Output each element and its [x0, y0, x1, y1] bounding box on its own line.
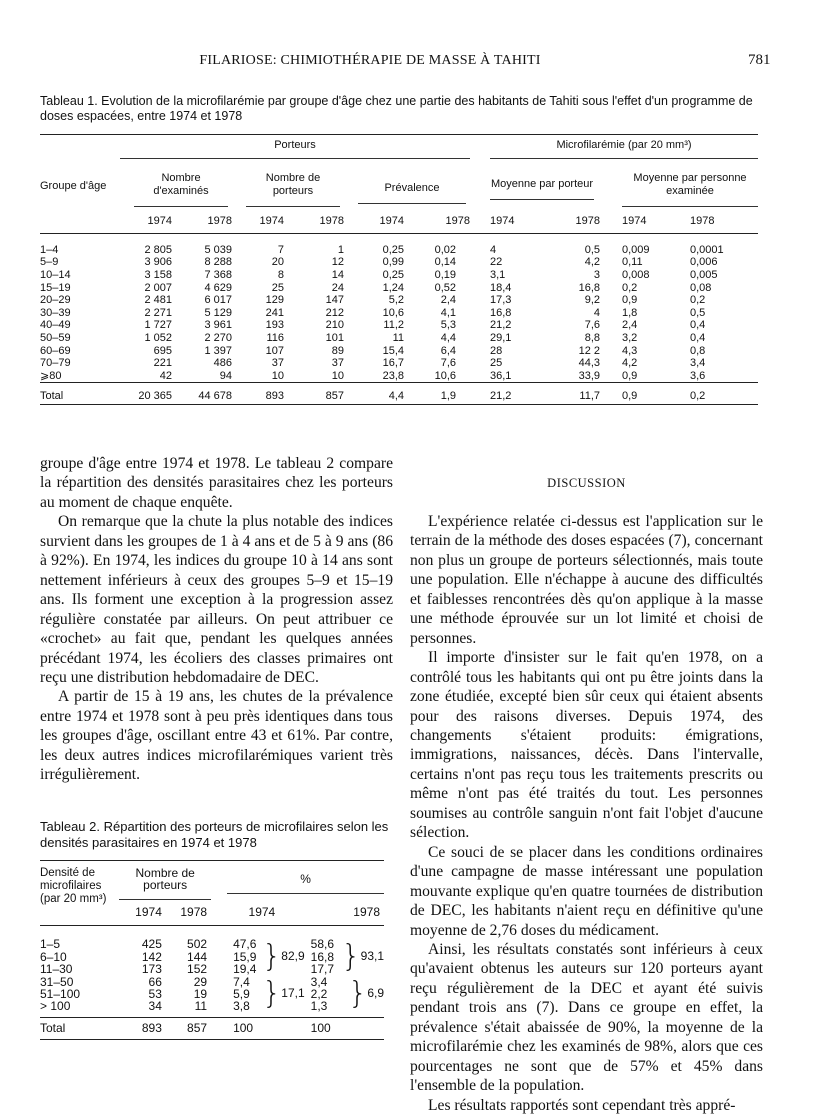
table-cell: 8	[277, 268, 284, 281]
table-cell: 152	[187, 962, 208, 977]
table2-caption: Tableau 2. Répartition des porteurs de microfilaires selon les densités parasitaires en 1974 et 1978	[40, 819, 389, 850]
table-cell: 5,3	[440, 319, 456, 332]
spacer	[600, 294, 622, 307]
spacer	[600, 388, 622, 404]
table-cell: 16,7	[382, 357, 404, 370]
table-cell: 0,2	[622, 281, 638, 294]
age-group-cell: 60–69	[40, 344, 71, 357]
table-cell: 147	[325, 294, 344, 307]
table-cell: 210	[325, 319, 344, 332]
table-cell: 2 805	[144, 243, 172, 256]
table-cell: 20	[271, 256, 284, 269]
table-cell: 33,9	[578, 369, 600, 382]
spacer	[470, 369, 490, 382]
table-row	[40, 963, 384, 975]
table-cell: 0,5	[690, 306, 706, 319]
group-total	[342, 938, 384, 975]
table-cell: 486	[213, 357, 232, 370]
table-cell: 16,8	[310, 949, 335, 964]
table-cell: 4 629	[204, 281, 232, 294]
table-cell: 116	[266, 331, 284, 344]
table-cell: 221	[153, 357, 172, 370]
table2	[40, 860, 384, 1040]
spacer	[470, 306, 490, 319]
table-cell: 12 2	[578, 344, 600, 357]
running-title: FILARIOSE: CHIMIOTHÉRAPIE DE MASSE À TAHITI	[199, 53, 541, 68]
density-cell: 51–100	[40, 986, 81, 1001]
spacer	[600, 269, 622, 282]
table-cell: 0,9	[622, 369, 638, 382]
year: 1974	[379, 214, 404, 227]
table-cell: 2 007	[144, 281, 172, 294]
brace-icon: }	[341, 938, 361, 974]
table-cell: 1 052	[144, 331, 172, 344]
table-cell: 107	[265, 344, 284, 357]
group-total-value: 17,1	[281, 986, 305, 1001]
table-cell: 100	[233, 1021, 254, 1036]
table-cell: 11	[194, 999, 208, 1014]
age-group-cell: 70–79	[40, 357, 71, 370]
left-column-text	[40, 454, 393, 785]
spacer	[600, 369, 622, 382]
table-cell: 0,4	[690, 331, 706, 344]
age-group-cell: 50–59	[40, 331, 71, 344]
table-cell: 36,1	[490, 369, 512, 382]
spacer	[470, 256, 490, 269]
total-row	[40, 388, 758, 404]
spacer	[470, 244, 490, 257]
group-total	[262, 976, 304, 1013]
spacer	[262, 1017, 304, 1039]
table-row	[40, 332, 758, 345]
table-row	[40, 369, 758, 382]
right-column-text	[410, 512, 763, 1115]
table-cell: 0,14	[434, 256, 456, 269]
table-cell: 5 039	[204, 243, 232, 256]
brace-icon: }	[262, 938, 282, 974]
table-cell: 2,2	[310, 986, 328, 1001]
age-group-cell: 20–29	[40, 294, 71, 307]
table-cell: 3,1	[490, 268, 506, 281]
table-cell: 3,6	[690, 369, 706, 382]
table-cell: 44 678	[198, 389, 232, 402]
paragraph: A partir de 15 à 19 ans, les chutes de la prévalence entre 1974 et 1978 sont à peu près identiques dans tous les groupes d'âge, oscillant entre 43 et 61%. Par contre, les deux autres indices microfilarémiques varient très irrégulièrement.	[40, 688, 393, 784]
sub-prevalence: Prévalence	[358, 169, 466, 204]
table-cell: 4,4	[440, 331, 456, 344]
spacer	[600, 344, 622, 357]
table-cell: 0,2	[690, 389, 706, 402]
table-cell: 2 481	[144, 294, 172, 307]
paragraph: Il importe d'insister sur le fait qu'en 1978, on a contrôlé tous les habitants qui ont pu être joints dans la zone étudiée, excepté bien sûr ceux qui étaient absents pour des raisons diverses. Depuis 1974, des changements s'étaient produits: émigrations, immigrations, naissances, décès. Dans l'intervalle, certains n'ont pas reçu tous les traitements prescrits ou même n'ont pas été traités du tout. Les personnes soumises au contrôle sanguin n'ont fait l'objet d'aucune sélection.	[410, 649, 763, 842]
table-cell: 5,9	[233, 986, 250, 1001]
sub-examines: Nombre d'examinés	[134, 166, 228, 207]
spacer	[342, 1017, 384, 1039]
table-cell: 4,4	[388, 389, 404, 402]
year: 1974	[259, 214, 284, 227]
spacer	[600, 319, 622, 332]
table-cell: 129	[265, 294, 284, 307]
year: 1978	[690, 214, 715, 227]
table-cell: 144	[187, 949, 208, 964]
spacer	[470, 319, 490, 332]
table-cell: 94	[219, 369, 232, 382]
group-total-value: 82,9	[281, 949, 305, 964]
age-group-cell: 1–4	[40, 243, 59, 256]
table-cell: 2 271	[144, 306, 172, 319]
spacer	[470, 344, 490, 357]
table-cell: 0,11	[622, 256, 643, 269]
table-cell: 2,4	[622, 319, 638, 332]
table-cell: 5 129	[204, 306, 232, 319]
table-cell: 47,6	[233, 937, 257, 952]
table-cell: 3,2	[622, 331, 638, 344]
age-group-cell: ⩾80	[40, 369, 62, 382]
table-cell: 0,08	[690, 281, 712, 294]
paragraph: Ce souci de se placer dans les conditions ordinaires d'une campagne de masse intéressant une population mouvante explique qu'en quatre tournées de distribution de DEC, les habitants n'aient reçu en définitive qu'une moyenne de 2,76 doses du médicament.	[410, 843, 763, 939]
table-cell: 3,8	[233, 999, 250, 1014]
table-cell: 19	[193, 986, 208, 1001]
table-cell: 0,008	[622, 268, 650, 281]
table-cell: 29,1	[490, 331, 512, 344]
table-cell: 4	[593, 306, 600, 319]
year: 1974	[248, 905, 276, 920]
section-heading-discussion: DISCUSSION	[547, 476, 626, 490]
table-row	[40, 988, 384, 1000]
table-cell: 53	[148, 986, 162, 1001]
table-cell: 66	[148, 974, 162, 989]
table-cell: 0,99	[382, 256, 404, 269]
group-total	[262, 938, 304, 975]
table-cell: 11,7	[579, 389, 600, 402]
total-label: Total	[40, 1021, 66, 1036]
table-cell: 18,4	[490, 281, 512, 294]
age-group-cell: 15–19	[40, 281, 71, 294]
table-cell: 0,8	[690, 344, 706, 357]
table-cell: 0,9	[622, 294, 638, 307]
table-cell: 3,4	[690, 357, 706, 370]
paragraph: On remarque que la chute la plus notable des indices survient dans les groupes de 1 à 4 ans et de 5 à 9 ans (86 à 92%). En 1974, les indices du groupe 10 à 14 ans sont nettement inférieurs à ceux des groupes 5–9 et 15–19 ans. Ils forment une exception à la progression assez régulière constatée par ailleurs. On peut attribuer ce «crochet» au fait que, pendant les quelques années précédant 1974, les écoliers des classes primaires ont reçu une distribution hebdomadaire de DEC.	[40, 513, 393, 686]
age-group-cell: 5–9	[40, 256, 59, 269]
col-age-group: Groupe d'âge	[40, 180, 107, 192]
density-cell: 1–5	[40, 937, 61, 952]
table-cell: 142	[141, 949, 162, 964]
table-cell: 1,24	[382, 281, 404, 294]
table-cell: 101	[325, 331, 344, 344]
year: 1974	[490, 214, 515, 227]
table-cell: 21,2	[490, 319, 512, 332]
table-row	[40, 294, 758, 307]
col-density-line: microfilaires	[40, 880, 102, 892]
table-cell: 3,4	[310, 974, 328, 989]
col-density-line: (par 20 mm³)	[40, 893, 107, 905]
table-cell: 22	[490, 256, 503, 269]
table-cell: 1	[337, 243, 344, 256]
table-cell: 37	[271, 357, 284, 370]
table-cell: 193	[265, 319, 284, 332]
table-cell: 29	[193, 974, 208, 989]
table-cell: 7	[277, 243, 284, 256]
table-cell: 7,6	[440, 357, 456, 370]
table-cell: 7 368	[204, 268, 232, 281]
table-cell: 0,25	[382, 243, 404, 256]
table-row	[40, 976, 384, 988]
table-cell: 173	[141, 962, 162, 977]
table-cell: 17,3	[490, 294, 512, 307]
table-cell: 34	[148, 999, 162, 1014]
table-cell: 23,8	[382, 369, 404, 382]
table-cell: 0,19	[434, 268, 456, 281]
table-cell: 8 288	[204, 256, 232, 269]
table-cell: 241	[265, 306, 284, 319]
spacer	[600, 357, 622, 370]
table-row	[40, 244, 758, 257]
table-cell: 6 017	[204, 294, 232, 307]
table-cell: 10,6	[434, 369, 456, 382]
table-row	[40, 256, 758, 269]
age-group-cell: 30–39	[40, 306, 71, 319]
paragraph: Les résultats rapportés sont cependant très appré-	[428, 1096, 736, 1114]
table-cell: 1 397	[204, 344, 232, 357]
group-porteurs: Porteurs	[120, 139, 470, 159]
sub-porteurs: Nombre de porteurs	[246, 166, 340, 207]
table-cell: 3	[593, 268, 600, 281]
year: 1974	[147, 214, 172, 227]
spacer	[600, 256, 622, 269]
table-cell: 0,009	[622, 243, 650, 256]
table-cell: 1 727	[144, 319, 172, 332]
age-group-cell: Total	[40, 389, 64, 402]
table-cell: 425	[141, 937, 162, 952]
table-cell: 8,8	[584, 331, 600, 344]
table-cell: 9,2	[584, 294, 600, 307]
table-cell: 1,9	[440, 389, 456, 402]
group-total-value: 6,9	[367, 986, 384, 1001]
table-cell: 12	[331, 256, 344, 269]
group-total	[342, 976, 384, 1013]
table-cell: 25	[271, 281, 284, 294]
table-cell: 89	[331, 344, 344, 357]
table-cell: 6,4	[440, 344, 456, 357]
table-cell: 16,8	[578, 281, 600, 294]
brace-icon: }	[262, 976, 282, 1012]
table-cell: 2 270	[204, 331, 232, 344]
table-row	[40, 357, 758, 370]
page-number: 781	[748, 52, 771, 68]
year: 1978	[180, 905, 208, 920]
table-cell: 1,3	[310, 999, 328, 1014]
table-row	[40, 306, 758, 319]
spacer	[470, 388, 490, 404]
brace-icon: }	[348, 976, 368, 1012]
table-cell: 14	[331, 268, 344, 281]
table-cell: 0,02	[434, 243, 456, 256]
spacer	[600, 306, 622, 319]
year: 1974	[622, 214, 647, 227]
year: 1974	[135, 905, 162, 920]
table-cell: 24	[331, 281, 344, 294]
table-cell: 4,3	[622, 344, 638, 357]
spacer	[600, 281, 622, 294]
paragraph: L'expérience relatée ci-dessus est l'application sur le terrain de la méthode des doses espacées (7), concernant non plus un groupe de porteurs sélectionnés, mais toute une population. Elle n'échappe à aucune des difficultés et faiblesses rencontrées dès qu'on applique à la masse une méthode éprouvée sur un lot limité et choisi de personnes.	[410, 513, 763, 647]
table-cell: 37	[331, 357, 344, 370]
density-cell: > 100	[40, 999, 71, 1014]
density-cell: 6–10	[40, 949, 67, 964]
table-cell: 25	[490, 357, 503, 370]
table-cell: 502	[187, 937, 208, 952]
sub-moyenne-personne: Moyenne par personne examinée	[622, 166, 758, 207]
year: 1978	[445, 214, 470, 227]
table-cell: 42	[159, 369, 172, 382]
group-nombre-porteurs: Nombre de porteurs	[119, 867, 211, 900]
year: 1978	[575, 214, 600, 227]
group-percent: %	[227, 873, 384, 893]
table-cell: 3 906	[144, 256, 172, 269]
density-cell: 11–30	[40, 962, 73, 977]
year: 1978	[353, 905, 380, 920]
table-cell: 0,52	[434, 281, 456, 294]
density-cell: 31–50	[40, 974, 74, 989]
spacer	[600, 332, 622, 345]
table1-caption: Tableau 1. Evolution de la microfilarémie par groupe d'âge chez une partie des habitants de Tahiti sous l'effet d'un programme de doses espacées, entre 1974 et 1978	[40, 94, 753, 123]
age-group-cell: 10–14	[40, 268, 71, 281]
table-row	[40, 269, 758, 282]
table-cell: 3 961	[204, 319, 232, 332]
table-cell: 212	[325, 306, 344, 319]
table-cell: 4,2	[622, 357, 638, 370]
table-cell: 15,4	[382, 344, 404, 357]
table-cell: 10	[271, 369, 284, 382]
table-cell: 17,7	[310, 962, 335, 977]
table-cell: 0,9	[622, 389, 638, 402]
year: 1978	[319, 214, 344, 227]
table-cell: 3 158	[144, 268, 172, 281]
table-cell: 15,9	[233, 949, 257, 964]
table-cell: 4,2	[584, 256, 600, 269]
table-row	[40, 319, 758, 332]
table-cell: 1,8	[622, 306, 638, 319]
table-cell: 7,4	[233, 974, 250, 989]
table-cell: 5,2	[388, 294, 404, 307]
table-row	[40, 938, 384, 950]
table-cell: 0,25	[382, 268, 404, 281]
table-cell: 58,6	[310, 937, 335, 952]
table-cell: 100	[310, 1021, 331, 1036]
total-row	[40, 1017, 384, 1039]
paragraph: groupe d'âge entre 1974 et 1978. Le tableau 2 compare la répartition des densités parasitaires chez les porteurs au moment de chaque enquête.	[40, 455, 393, 511]
table-cell: 44,3	[578, 357, 600, 370]
table-cell: 16,8	[490, 306, 512, 319]
table-cell: 857	[325, 389, 344, 402]
year: 1978	[207, 214, 232, 227]
table-cell: 21,2	[490, 389, 512, 402]
table-cell: 11	[392, 331, 404, 344]
table-cell: 10,6	[382, 306, 404, 319]
table-cell: 695	[153, 344, 172, 357]
group-total-value: 93,1	[360, 949, 384, 964]
table-cell: 11,2	[383, 319, 404, 332]
table1	[40, 134, 758, 405]
table-cell: 0,5	[584, 243, 600, 256]
col-density-line: Densité de	[40, 867, 95, 879]
table-cell: 0,0001	[690, 243, 724, 256]
table-row	[40, 281, 758, 294]
table-cell: 2,4	[440, 294, 456, 307]
spacer	[470, 332, 490, 345]
table-cell: 20 365	[138, 389, 172, 402]
table-cell: 0,006	[690, 256, 718, 269]
table-cell: 893	[141, 1021, 162, 1036]
table-cell: 4,1	[440, 306, 456, 319]
table-cell: 10	[331, 369, 344, 382]
spacer	[600, 244, 622, 257]
table-row	[40, 1000, 384, 1012]
table-cell: 7,6	[584, 319, 600, 332]
table-cell: 857	[187, 1021, 208, 1036]
table-cell: 0,2	[690, 294, 706, 307]
sub-moyenne-porteur: Moyenne par porteur	[490, 172, 594, 200]
table-cell: 893	[265, 389, 284, 402]
age-group-cell: 40–49	[40, 319, 71, 332]
table-cell: 0,4	[690, 319, 706, 332]
paragraph: Ainsi, les résultats constatés sont inférieurs à ceux qu'avaient obtenus les auteurs sur 120 porteurs ayant reçu régulièrement de la DEC et ayant été suivis pendant trois ans (7). Dans ce groupe en effet, la prévalence s'était abaissée de 90%, la moyenne de la microfilarémie chez les examinés de 98%, alors que ces pourcentages ne sont que de 57% et 45% dans l'ensemble de la population.	[410, 940, 763, 1095]
table-cell: 4	[490, 243, 497, 256]
spacer	[470, 281, 490, 294]
spacer	[470, 294, 490, 307]
spacer	[470, 357, 490, 370]
table-cell: 0,005	[690, 268, 718, 281]
spacer	[470, 269, 490, 282]
table-cell: 28	[490, 344, 503, 357]
group-microfilaremie: Microfilarémie (par 20 mm³)	[490, 139, 758, 159]
table-row	[40, 344, 758, 357]
table-cell: 19,4	[233, 962, 257, 977]
